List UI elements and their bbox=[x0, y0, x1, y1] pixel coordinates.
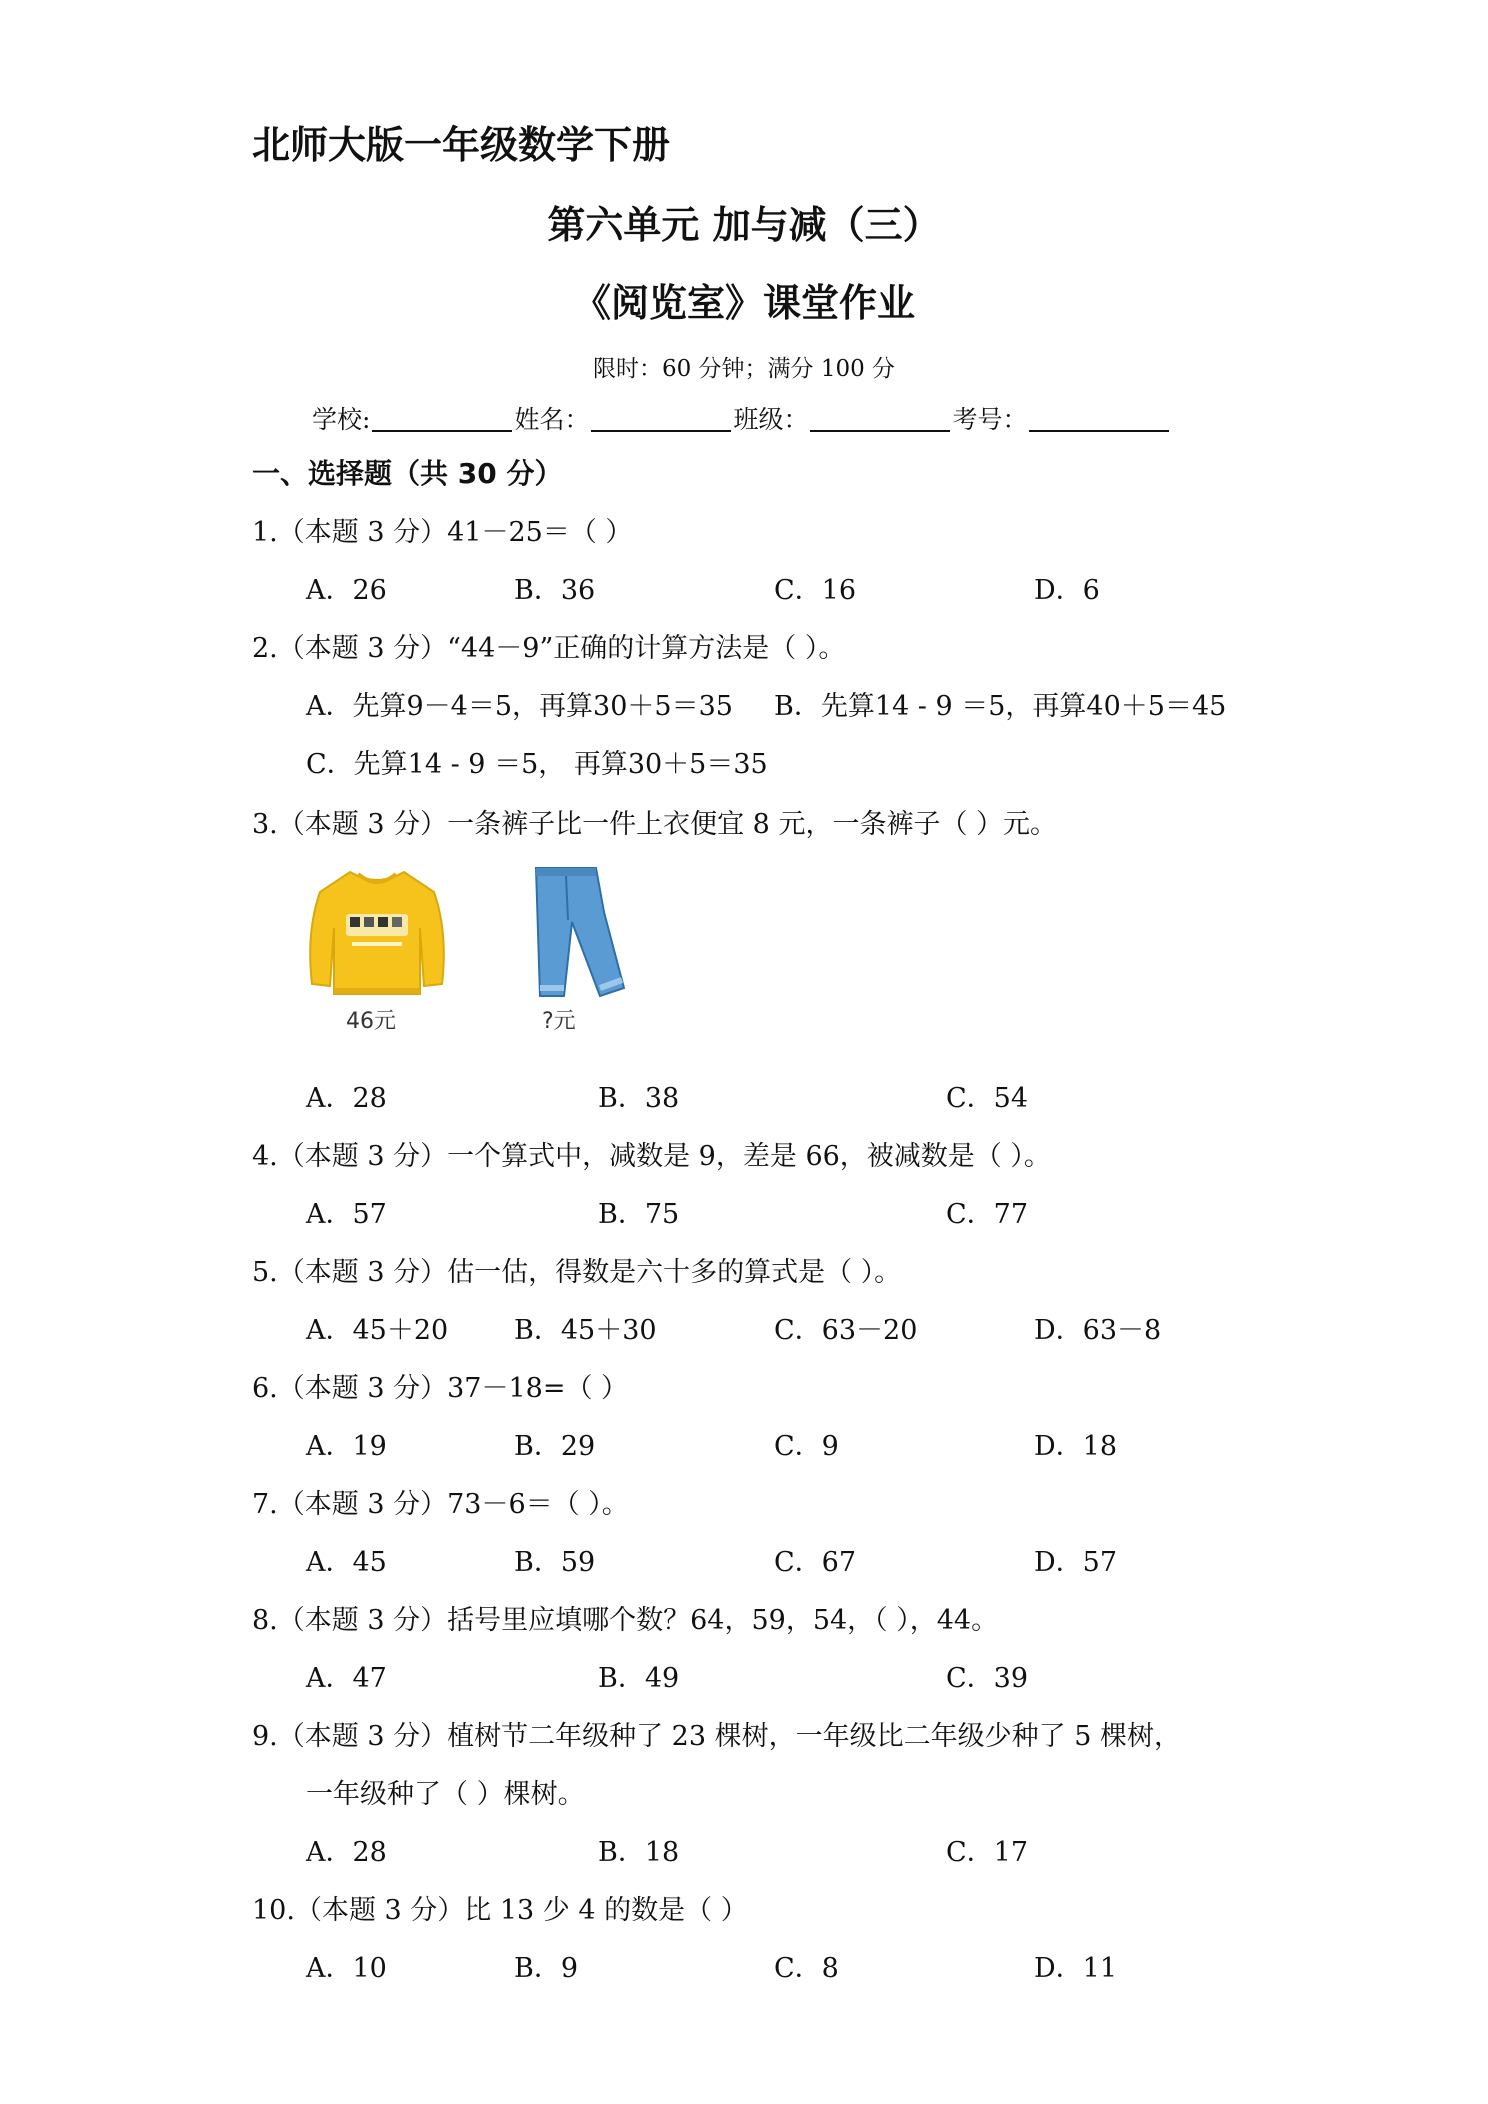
unit-title: 第六单元 加与减（三） bbox=[547, 203, 941, 247]
option-c[interactable]: C．8 bbox=[774, 1953, 839, 1984]
option-d[interactable]: D．18 bbox=[1034, 1431, 1118, 1462]
sweater-price: 46元 bbox=[346, 1009, 396, 1034]
option-b[interactable]: B．29 bbox=[514, 1431, 596, 1462]
option-a[interactable]: A．57 bbox=[306, 1199, 387, 1230]
exam-number-label: 考号： bbox=[952, 405, 1028, 434]
question-6-stem: 6.（本题 3 分）37－18=（ ） bbox=[252, 1373, 629, 1404]
jeans-icon bbox=[520, 862, 630, 1002]
option-c[interactable]: C．63－20 bbox=[774, 1315, 918, 1346]
name-field bbox=[514, 400, 733, 436]
question-3-stem: 3.（本题 3 分）一条裤子比一件上衣便宜 8 元，一条裤子（ ）元。 bbox=[252, 809, 1058, 840]
option-b[interactable]: B．9 bbox=[514, 1953, 579, 1984]
option-c[interactable]: C．54 bbox=[946, 1083, 1029, 1114]
name-label: 姓名： bbox=[514, 405, 590, 434]
sweater-icon bbox=[302, 862, 452, 1002]
school-label: 学校: bbox=[312, 405, 371, 434]
option-c[interactable]: C．67 bbox=[774, 1547, 857, 1578]
option-a[interactable]: A．10 bbox=[306, 1953, 387, 1984]
option-a[interactable]: A．47 bbox=[306, 1663, 387, 1694]
option-a[interactable]: A．26 bbox=[306, 575, 387, 606]
option-a[interactable]: A．45 bbox=[306, 1547, 387, 1578]
option-b[interactable]: B．先算14 - 9 ＝5，再算40＋5＝45 bbox=[774, 691, 1227, 722]
name-blank[interactable] bbox=[591, 404, 731, 432]
option-c[interactable]: C．39 bbox=[946, 1663, 1029, 1694]
class-label: 班级： bbox=[733, 405, 809, 434]
option-b[interactable]: B．59 bbox=[514, 1547, 596, 1578]
option-a[interactable]: A．19 bbox=[306, 1431, 387, 1462]
jeans-price: ?元 bbox=[542, 1009, 576, 1034]
option-c[interactable]: C．9 bbox=[774, 1431, 839, 1462]
sweater-picture bbox=[302, 862, 452, 1042]
question-10-stem: 10.（本题 3 分）比 13 少 4 的数是（ ） bbox=[252, 1895, 748, 1926]
exam-number-field bbox=[952, 400, 1171, 436]
question-9-stem-continued: 一年级种了（ ）棵树。 bbox=[306, 1779, 585, 1810]
question-9-stem: 9.（本题 3 分）植树节二年级种了 23 棵树，一年级比二年级少种了 5 棵树， bbox=[252, 1721, 1181, 1752]
option-b[interactable]: B．75 bbox=[598, 1199, 680, 1230]
worksheet-title: 《阅览室》课堂作业 bbox=[572, 281, 915, 325]
option-b[interactable]: B．36 bbox=[514, 575, 596, 606]
question-8-stem: 8.（本题 3 分）括号里应填哪个数？64，59，54，（ ），44。 bbox=[252, 1605, 999, 1636]
student-info-line bbox=[312, 400, 1171, 436]
option-c[interactable]: C．先算14 - 9 ＝5， 再算30＋5＝35 bbox=[306, 749, 768, 780]
exam-number-blank[interactable] bbox=[1029, 404, 1169, 432]
class-field bbox=[733, 400, 952, 436]
jeans-picture bbox=[520, 862, 630, 1042]
option-a[interactable]: A．45＋20 bbox=[306, 1315, 449, 1346]
option-d[interactable]: D．57 bbox=[1034, 1547, 1118, 1578]
question-2-stem: 2.（本题 3 分）“44－9”正确的计算方法是（ ）。 bbox=[252, 633, 846, 664]
option-c[interactable]: C．77 bbox=[946, 1199, 1029, 1230]
option-b[interactable]: B．38 bbox=[598, 1083, 680, 1114]
option-d[interactable]: D．6 bbox=[1034, 575, 1100, 606]
option-a[interactable]: A．28 bbox=[306, 1837, 387, 1868]
section-title: 一、选择题（共 30 分） bbox=[252, 457, 563, 490]
option-d[interactable]: D．11 bbox=[1034, 1953, 1118, 1984]
option-b[interactable]: B．45＋30 bbox=[514, 1315, 657, 1346]
option-b[interactable]: B．18 bbox=[598, 1837, 680, 1868]
series-title: 北师大版一年级数学下册 bbox=[252, 123, 671, 167]
option-d[interactable]: D．63－8 bbox=[1034, 1315, 1162, 1346]
school-field bbox=[312, 400, 514, 436]
option-c[interactable]: C．16 bbox=[774, 575, 857, 606]
question-7-stem: 7.（本题 3 分）73－6＝（ ）。 bbox=[252, 1489, 629, 1520]
question-1-stem: 1.（本题 3 分）41－25＝（ ） bbox=[252, 517, 633, 548]
question-5-stem: 5.（本题 3 分）估一估，得数是六十多的算式是（ ）。 bbox=[252, 1257, 902, 1288]
option-a[interactable]: A．先算9－4＝5，再算30＋5＝35 bbox=[306, 691, 733, 722]
question-4-stem: 4.（本题 3 分）一个算式中，减数是 9，差是 66，被减数是（ ）。 bbox=[252, 1141, 1051, 1172]
option-b[interactable]: B．49 bbox=[598, 1663, 680, 1694]
option-c[interactable]: C．17 bbox=[946, 1837, 1029, 1868]
class-blank[interactable] bbox=[810, 404, 950, 432]
school-blank[interactable] bbox=[372, 404, 512, 432]
option-a[interactable]: A．28 bbox=[306, 1083, 387, 1114]
time-limit: 限时：60 分钟；满分 100 分 bbox=[592, 356, 896, 382]
